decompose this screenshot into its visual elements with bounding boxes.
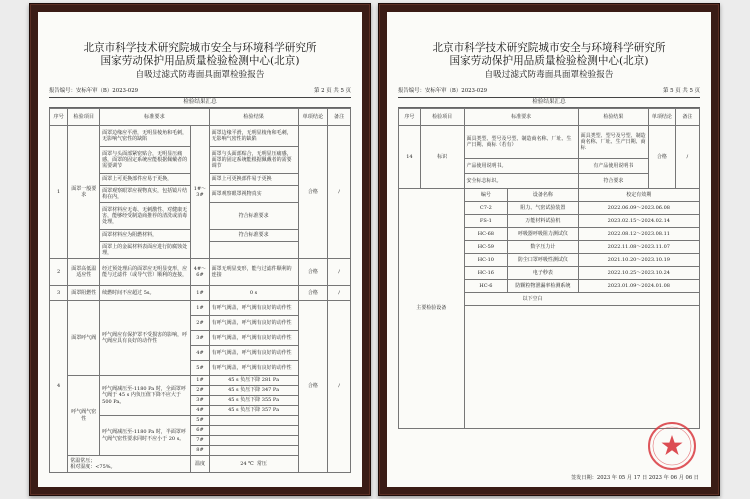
row-req: 面罩上可更换部件应易于更换，	[100, 174, 191, 186]
row-result: 45 s 负压下降 355 Pa	[209, 396, 298, 406]
row-sample: 4#	[191, 346, 209, 361]
row-result	[209, 426, 298, 436]
table-caption: 检验结果汇总	[49, 98, 351, 108]
env-temp-label: 温度	[191, 456, 209, 473]
row-result: 有产品使用说明书	[578, 159, 648, 174]
report-number: 报告编号：安标年审（B）2023-029	[398, 88, 488, 94]
report-number: 报告编号：安标年审（B）2023-029	[49, 88, 139, 94]
row-result	[209, 446, 298, 456]
equip-name: 万能材料试验机	[508, 215, 578, 228]
row-conclusion: 合格	[649, 126, 676, 189]
header-req: 标准要求	[100, 109, 209, 126]
report-title: 自吸过滤式防毒面具面罩检验报告	[135, 70, 265, 80]
row-sample: 5#	[191, 361, 209, 376]
equip-name: 阻力、气密试验装置	[508, 202, 578, 215]
row-item: 面罩阻燃性	[68, 286, 100, 301]
row-result: 面罩无明显变形，能与过滤件顺利的连接	[209, 259, 298, 286]
row-req: 呼气阀减压至-1180 Pa 时，半面罩呼气阀气密性要求同时不应小于 20 s。	[100, 416, 191, 456]
row-req: 呼气阀减压至-1180 Pa 时，全面罩呼气阀于 45 s 内负压值下降不应大于 500 Pa。	[100, 376, 191, 416]
row-result: 符合要求	[578, 174, 648, 189]
table-row	[399, 126, 700, 159]
row-item: 呼气阀气密性	[68, 376, 100, 456]
row-result: 有呼气阀盖，呼气阀有良好的动作性	[209, 346, 298, 361]
row-result: 45 s 负压下降 347 Pa	[209, 386, 298, 396]
table-header-row	[50, 109, 351, 126]
equip-no: HC-68	[464, 228, 508, 241]
row-seq: 1	[50, 126, 68, 259]
row-result: 有呼气阀盖，呼气阀有良好的动作性	[209, 316, 298, 331]
equip-valid: 2022.11.08～2023.11.07	[578, 241, 699, 254]
row-result: 面具类型、型号及号型、制造商名称、厂址、生产日期、商标	[578, 126, 648, 159]
env-label: 常温常压；	[70, 457, 96, 464]
row-req: 面罩边缘应平滑，无明显棱角和毛刺，无影响气密性的缺陷	[100, 126, 191, 147]
row-sample: 3#	[191, 331, 209, 346]
row-remark: /	[328, 301, 351, 473]
row-sample: 8#	[191, 446, 209, 456]
equip-no: HC-16	[464, 267, 508, 280]
row-req: 续燃时间不应超过 5s。	[100, 286, 191, 301]
row-result: 有呼气阀盖，呼气阀有良好的动作性	[209, 301, 298, 316]
report-title: 自吸过滤式防毒面具面罩检验报告	[484, 70, 614, 80]
row-sample: 6#	[191, 426, 209, 436]
env-conditions	[68, 456, 191, 473]
row-result: 面罩观察眼罩视物真实	[209, 186, 298, 203]
table-header-row	[399, 109, 700, 126]
page-number: 第 2 页 共 5 页	[314, 88, 351, 94]
row-result	[209, 416, 298, 426]
org-title-line1: 北京市科学技术研究院城市安全与环境科学研究所	[432, 42, 666, 54]
row-req: 面罩材料应为阻燃材料，	[100, 230, 191, 242]
row-remark: /	[328, 286, 351, 301]
row-sample: 4#	[191, 406, 209, 416]
equipment-label: 主要检验设备	[399, 189, 465, 429]
table-row	[50, 301, 351, 316]
row-result: 面罩与头面部贴合，无明显压痛感，面罩的固定系统能根据佩戴者的需要调节	[209, 147, 298, 174]
row-result: 面罩上可更换部件易于更换	[209, 174, 298, 186]
official-seal-icon	[647, 421, 697, 471]
row-sample: 2#	[191, 316, 209, 331]
row-conclusion: 合格	[298, 259, 328, 286]
row-result: 有呼气阀盖，呼气阀有良好的动作性	[209, 331, 298, 346]
table-caption: 检验结果汇总	[398, 98, 700, 108]
row-result: 符合标准要求	[209, 230, 298, 242]
row-req: 面罩观察眼罩应视物真实，包括镜片结构在内，	[100, 186, 191, 203]
results-table	[398, 108, 700, 429]
equip-col-no: 编号	[464, 189, 508, 202]
row-sample: 5#	[191, 416, 209, 426]
results-table	[49, 108, 351, 473]
row-item: 面罩一般要求	[68, 126, 100, 259]
blank-area	[464, 306, 699, 429]
row-req: 面罩材料应无毒、无刺激性、对健康无害，能够经受制造商推荐的清洗或消毒处理，	[100, 203, 191, 230]
row-sample: 1#	[191, 286, 209, 301]
equip-col-valid: 校定有效期	[578, 189, 699, 202]
row-seq: 3	[50, 286, 68, 301]
env-temp-value: 24 ℃	[240, 460, 254, 467]
equip-name: 数字压力计	[508, 241, 578, 254]
equip-valid: 2022.10.25～2023.10.24	[578, 267, 699, 280]
row-item: 标识	[420, 126, 464, 189]
left-report-page	[38, 12, 362, 487]
row-req: 面罩上的金属材料表面应进行防腐蚀处理，	[100, 242, 191, 259]
table-row	[50, 126, 351, 147]
row-req: 面具类型、型号及号型、制造商名称、厂址、生产日期、商标（若有）	[464, 126, 578, 159]
row-req: 产品使用说明书。	[464, 159, 578, 174]
header-unit: 单项结论	[298, 109, 328, 126]
row-conclusion: 合格	[298, 301, 328, 473]
env-temp	[209, 456, 298, 473]
table-row	[50, 259, 351, 286]
row-result: 45 s 负压下降 281 Pa	[209, 376, 298, 386]
row-result: 45 s 负压下降 357 Pa	[209, 406, 298, 416]
equip-valid: 2023.01.09～2024.01.08	[578, 280, 699, 293]
equip-col-name: 设备名称	[508, 189, 578, 202]
row-sample: 1#～3#	[191, 126, 209, 259]
row-seq: 2	[50, 259, 68, 286]
report-meta	[49, 87, 351, 96]
org-title-line2: 国家劳动保护用品质量检验检测中心(北京)	[449, 55, 649, 67]
row-sample: 7#	[191, 436, 209, 446]
equip-no: C7-2	[464, 202, 508, 215]
row-req: 呼气阀应有保护罩不受损害的影响，呼气阀应具有良好的动作性	[100, 301, 191, 376]
equipment-header-row	[399, 189, 700, 202]
row-seq: 14	[399, 126, 421, 189]
row-remark: /	[675, 126, 699, 189]
row-req: 经过预处理后的面罩应无明显变形，应能与过滤件（或导气管）顺利的连接，	[100, 259, 191, 286]
table-row	[50, 286, 351, 301]
row-remark: /	[328, 259, 351, 286]
row-sample: 4#～6#	[191, 259, 209, 286]
row-sample: 1#	[191, 301, 209, 316]
row-item: 面罩呼气阀	[68, 301, 100, 376]
row-remark: /	[328, 126, 351, 259]
right-document-frame	[378, 3, 720, 496]
row-result: 符合标准要求	[209, 203, 298, 230]
org-title-line1: 北京市科学技术研究院城市安全与环境科学研究所	[83, 42, 317, 54]
equip-valid: 2022.08.12～2023.08.11	[578, 228, 699, 241]
row-seq: 4	[50, 301, 68, 473]
header-seq: 序号	[50, 109, 68, 126]
row-item: 面罩高低温适应性	[68, 259, 100, 286]
equip-name: 电子秒表	[508, 267, 578, 280]
row-sample: 1#	[191, 376, 209, 386]
env-humidity: 相对湿度：<75%。	[70, 464, 116, 470]
header-seq: 序号	[399, 109, 421, 126]
equip-valid: 2021.10.20～2023.10.19	[578, 254, 699, 267]
row-result	[209, 242, 298, 259]
env-press-label: 常压	[256, 460, 267, 467]
header-remark: 备注	[675, 109, 699, 126]
report-meta	[398, 87, 700, 96]
header-result: 检验结果	[578, 109, 648, 126]
header-result: 检验结果	[209, 109, 298, 126]
equip-valid: 2022.06.09～2023.06.08	[578, 202, 699, 215]
org-title-line2: 国家劳动保护用品质量检验检测中心(北京)	[100, 55, 300, 67]
page-number: 第 5 页 共 5 页	[663, 88, 700, 94]
left-document-frame	[29, 3, 371, 496]
row-result: 有呼气阀盖，呼气阀有良好的动作性	[209, 361, 298, 376]
sign-date: 签发日期：2023 年 05 月 17 日 2023 年 06 月 06 日	[570, 475, 699, 481]
equip-no: HC-59	[464, 241, 508, 254]
header-req: 标准要求	[464, 109, 578, 126]
equip-name: 防颗粒物泄漏率检测系统	[508, 280, 578, 293]
header-item: 检验项目	[420, 109, 464, 126]
row-req: 安全标志标识。	[464, 174, 578, 189]
row-result	[209, 436, 298, 446]
header-unit: 单项结论	[649, 109, 676, 126]
header-item: 检验项目	[68, 109, 100, 126]
right-report-page	[387, 12, 711, 487]
row-req: 面罩与头面部紧密贴合，无明显压痛感，面罩的固定系统应能根据佩戴者的需要调节	[100, 147, 191, 174]
equip-valid: 2023.02.15～2024.02.14	[578, 215, 699, 228]
row-sample: 2#	[191, 386, 209, 396]
row-sample: 3#	[191, 396, 209, 406]
blank-note: 以下空白	[464, 293, 699, 306]
row-conclusion: 合格	[298, 126, 328, 259]
header-remark: 备注	[328, 109, 351, 126]
row-result: 0 s	[209, 286, 298, 301]
equip-no: HC-10	[464, 254, 508, 267]
equip-name: 呼吸器呼吸阻力测试仪	[508, 228, 578, 241]
row-conclusion: 合格	[298, 286, 328, 301]
equip-no: FS-1	[464, 215, 508, 228]
equip-name: 防尘口罩呼吸性测试仪	[508, 254, 578, 267]
row-result: 面罩边缘平滑，无明显棱角和毛刺，无影响气密性的缺陷	[209, 126, 298, 147]
equip-no: HC-6	[464, 280, 508, 293]
